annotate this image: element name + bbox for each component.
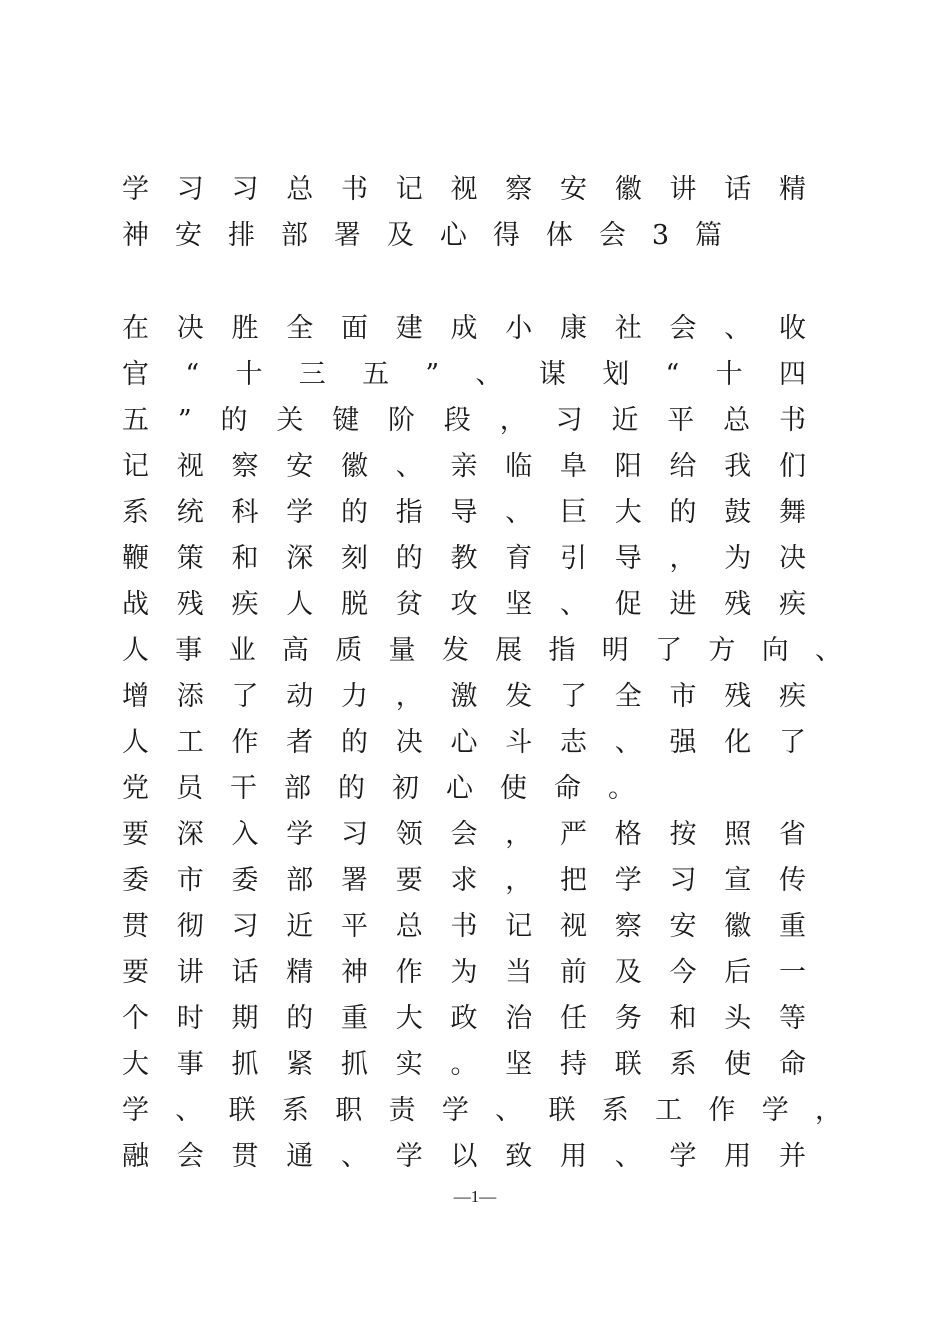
body-line: 贯彻习近平总书记视察安徽重: [122, 911, 806, 942]
body-line: 战残疾人脱贫攻坚、促进残疾: [122, 589, 806, 620]
body-line: 融会贯通、学以致用、学用并: [122, 1141, 806, 1172]
body-line: 人工作者的决心斗志、强化了: [122, 727, 806, 758]
body-line: 个时期的重大政治任务和头等: [122, 1003, 806, 1034]
body-line: 系统科学的指导、巨大的鼓舞: [122, 497, 806, 528]
body-line: 人事业高质量发展指明了方向、: [122, 635, 842, 666]
body-line: 记视察安徽、亲临阜阳给我们: [122, 451, 806, 482]
body-line: 要讲话精神作为当前及今后一: [122, 957, 806, 988]
title-line-2: 神安排部署及心得体会3篇: [122, 220, 722, 251]
body-line: 增添了动力，激发了全市残疾: [122, 681, 806, 712]
body-line: 委市委部署要求，把学习宣传: [122, 865, 806, 896]
body-line: 大事抓紧抓实。坚持联系使命: [122, 1049, 806, 1080]
body-line: 党员干部的初心使命。: [122, 773, 662, 804]
body-line: 五”的关键阶段，习近平总书: [122, 405, 806, 436]
body-line: 要深入学习领会，严格按照省: [122, 819, 806, 850]
title-line-1: 学习习总书记视察安徽讲话精: [122, 174, 806, 205]
body-line: 官“十三五”、谋划“十四: [122, 359, 806, 390]
body-line: 在决胜全面建成小康社会、收: [122, 313, 806, 344]
page-number: —1—: [453, 1187, 497, 1206]
body-line: 学、联系职责学、联系工作学，: [122, 1095, 842, 1126]
body-line: 鞭策和深刻的教育引导，为决: [122, 543, 806, 574]
